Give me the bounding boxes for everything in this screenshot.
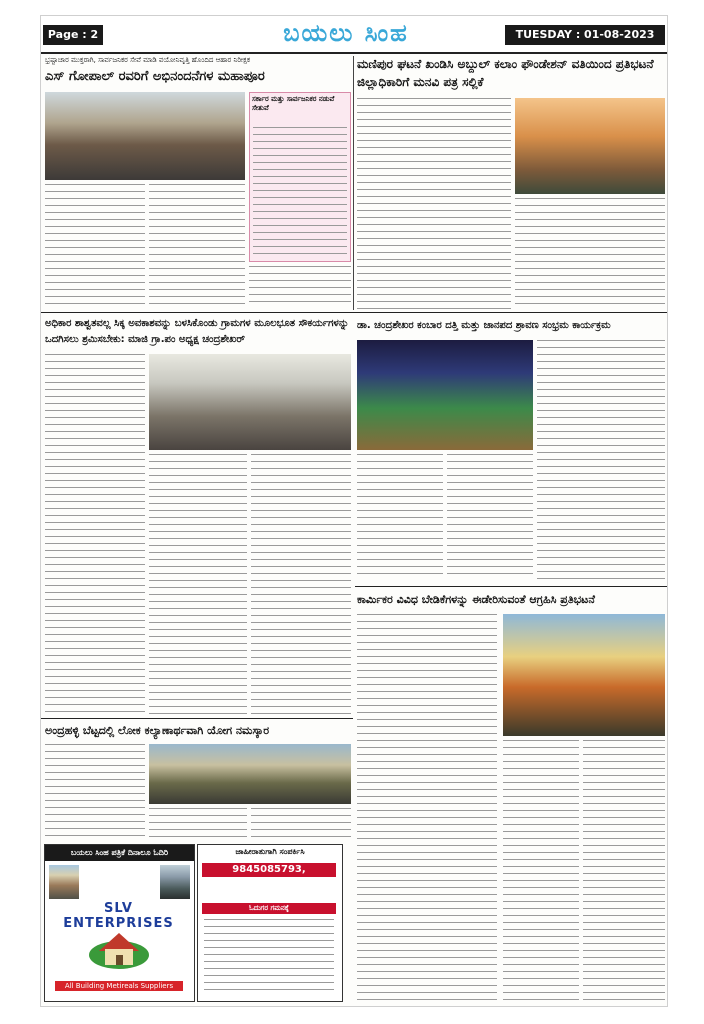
slv-ad-name: SLV ENTERPRISES — [63, 901, 174, 931]
issue-date: TUESDAY : 01-08-2023 — [505, 25, 665, 45]
page-header — [41, 16, 667, 52]
contact-ad-title: ಜಾಹೀರಾತುಗಾಗಿ ಸಂಪರ್ಕಿಸಿ — [198, 845, 342, 859]
yoga-photo — [149, 744, 351, 804]
gopal-photo — [45, 92, 245, 180]
yoga-headline: ಅಂದ್ರಹಳ್ಳಿ ಬೆಟ್ಟದಲ್ಲಿ ಲೋಕ ಕಲ್ಯಾಣಾರ್ಥವಾಗಿ ಯೋಗ ನಮಸ್ಕಾರ — [45, 724, 270, 737]
yoga-text-col2 — [149, 808, 247, 840]
sidebar-box-text — [253, 127, 347, 257]
contact-ad-phone: 9845085793, 9035282296 — [202, 863, 336, 877]
gopal-text-col1 — [45, 184, 145, 308]
manipur-photo — [515, 98, 665, 194]
workers-photo — [503, 614, 665, 736]
section-rule-1 — [41, 312, 667, 313]
chandrashekhar-text-col2 — [149, 454, 247, 714]
manipur-headline: ಮಣಿಪುರ ಘಟನೆ ಖಂಡಿಸಿ ಅಬ್ದುಲ್ ಕಲಾಂ ಫೌಂಡೇಶನ್ ವತಿಯಿಂದ ಪ್ರತಿಭಟನೆ ಜಿಲ್ಲಾಧಿಕಾರಿಗೆ ಮನವಿ ಪತ್ರ ಸಲ್ಲಿಕೆ — [357, 57, 654, 89]
yoga-text-col1 — [45, 744, 145, 840]
chandrashekhar-text-col3 — [251, 454, 351, 714]
house-icon — [85, 921, 153, 971]
column-divider — [353, 56, 354, 310]
workers-headline: ಕಾರ್ಮಿಕರ ವಿವಿಧ ಬೇಡಿಕೆಗಳನ್ನು ಈಡೇರಿಸುವಂತೆ ಆಗ್ರಹಿಸಿ ಪ್ರತಿಭಟನೆ — [357, 593, 595, 606]
workers-text-col2 — [503, 740, 579, 1000]
kambara-photo — [357, 340, 533, 450]
chandrashekhar-headline: ಅಧಿಕಾರ ಶಾಶ್ವತವಲ್ಲ ಸಿಕ್ಕ ಅವಕಾಶವನ್ನು ಬಳಸಿಕೊಂಡು ಗ್ರಾಮಗಳ ಮೂಲಭೂತ ಸೌಕರ್ಯಗಳನ್ನು ಒದಗಿಸಲು ಶ್ರಮಿಸಬೇಕು: ಮಾಜಿ ಗ್ರಾ.ಪಂ ಅಧ್ಯಕ್ಷ ಚಂದ್ರಶೇಖರ್ — [45, 318, 349, 345]
header-rule — [41, 52, 667, 54]
contact-ad — [197, 844, 343, 1002]
chandrashekhar-text-col1 — [45, 354, 145, 714]
slv-ad-portrait-right — [160, 865, 190, 899]
sidebar-box — [249, 92, 351, 262]
masthead-title: ಬಯಲು ಸಿಂಹ — [246, 19, 446, 47]
newspaper-page — [40, 15, 668, 1007]
manipur-text-col2 — [515, 198, 665, 310]
slv-ad-portrait-left — [49, 865, 79, 899]
gopal-headline: ಎಸ್ ಗೋಪಾಲ್ ರವರಿಗೆ ಅಭಿನಂದನೆಗಳ ಮಹಾಪೂರ — [45, 69, 265, 84]
manipur-text-col1 — [357, 98, 511, 310]
slv-enterprises-ad — [44, 844, 195, 1002]
workers-text-col3 — [583, 740, 665, 1000]
page-number: Page : 2 — [43, 25, 103, 45]
section-rule-3 — [41, 718, 353, 719]
slv-ad-top-bar: ಬಯಲು ಸಿಂಹ ಪತ್ರಿಕೆ ದಿನಾಲೂ ಓದಿರಿ — [45, 845, 194, 861]
gopal-kicker: ಭ್ರಷ್ಟಾಚಾರ ಮುಕ್ತರಾಗಿ, ಸಾರ್ವಜನಿಕರ ಸೇವೆ ಮಾಡಿ ವಯೋನಿವೃತ್ತಿ ಹೊಂದಿದ ಆಹಾರ ನಿರೀಕ್ಷಕ — [45, 56, 251, 64]
gopal-text-col2 — [149, 184, 245, 308]
yoga-text-col3 — [251, 808, 351, 840]
chandrashekhar-photo — [149, 354, 351, 450]
kambara-text-col2 — [447, 454, 533, 580]
workers-text-col1 — [357, 614, 497, 1000]
sidebar-box-title: ಸರ್ಕಾರ ಮತ್ತು ಸಾರ್ವಜನಿಕರ ನಡುವೆ ಸೇತುವೆ — [252, 95, 335, 112]
gopal-text-col3 — [249, 266, 351, 308]
kambara-headline: ಡಾ. ಚಂದ್ರಶೇಖರ ಕಂಬಾರ ದತ್ತಿ ಮತ್ತು ಜಾನಪದ ಶ್ರಾವಣ ಸಂಭ್ರಮ ಕಾರ್ಯಕ್ರಮ — [357, 320, 611, 331]
reader-notice-text — [204, 919, 334, 995]
kambara-text-col1 — [357, 454, 443, 580]
kambara-text-col3 — [537, 340, 665, 580]
reader-notice-title: ಓದುಗರ ಗಮನಕ್ಕೆ — [202, 903, 336, 914]
section-rule-2 — [355, 586, 667, 587]
slv-ad-tagline: All Building Metireals Suppliers — [55, 981, 183, 991]
